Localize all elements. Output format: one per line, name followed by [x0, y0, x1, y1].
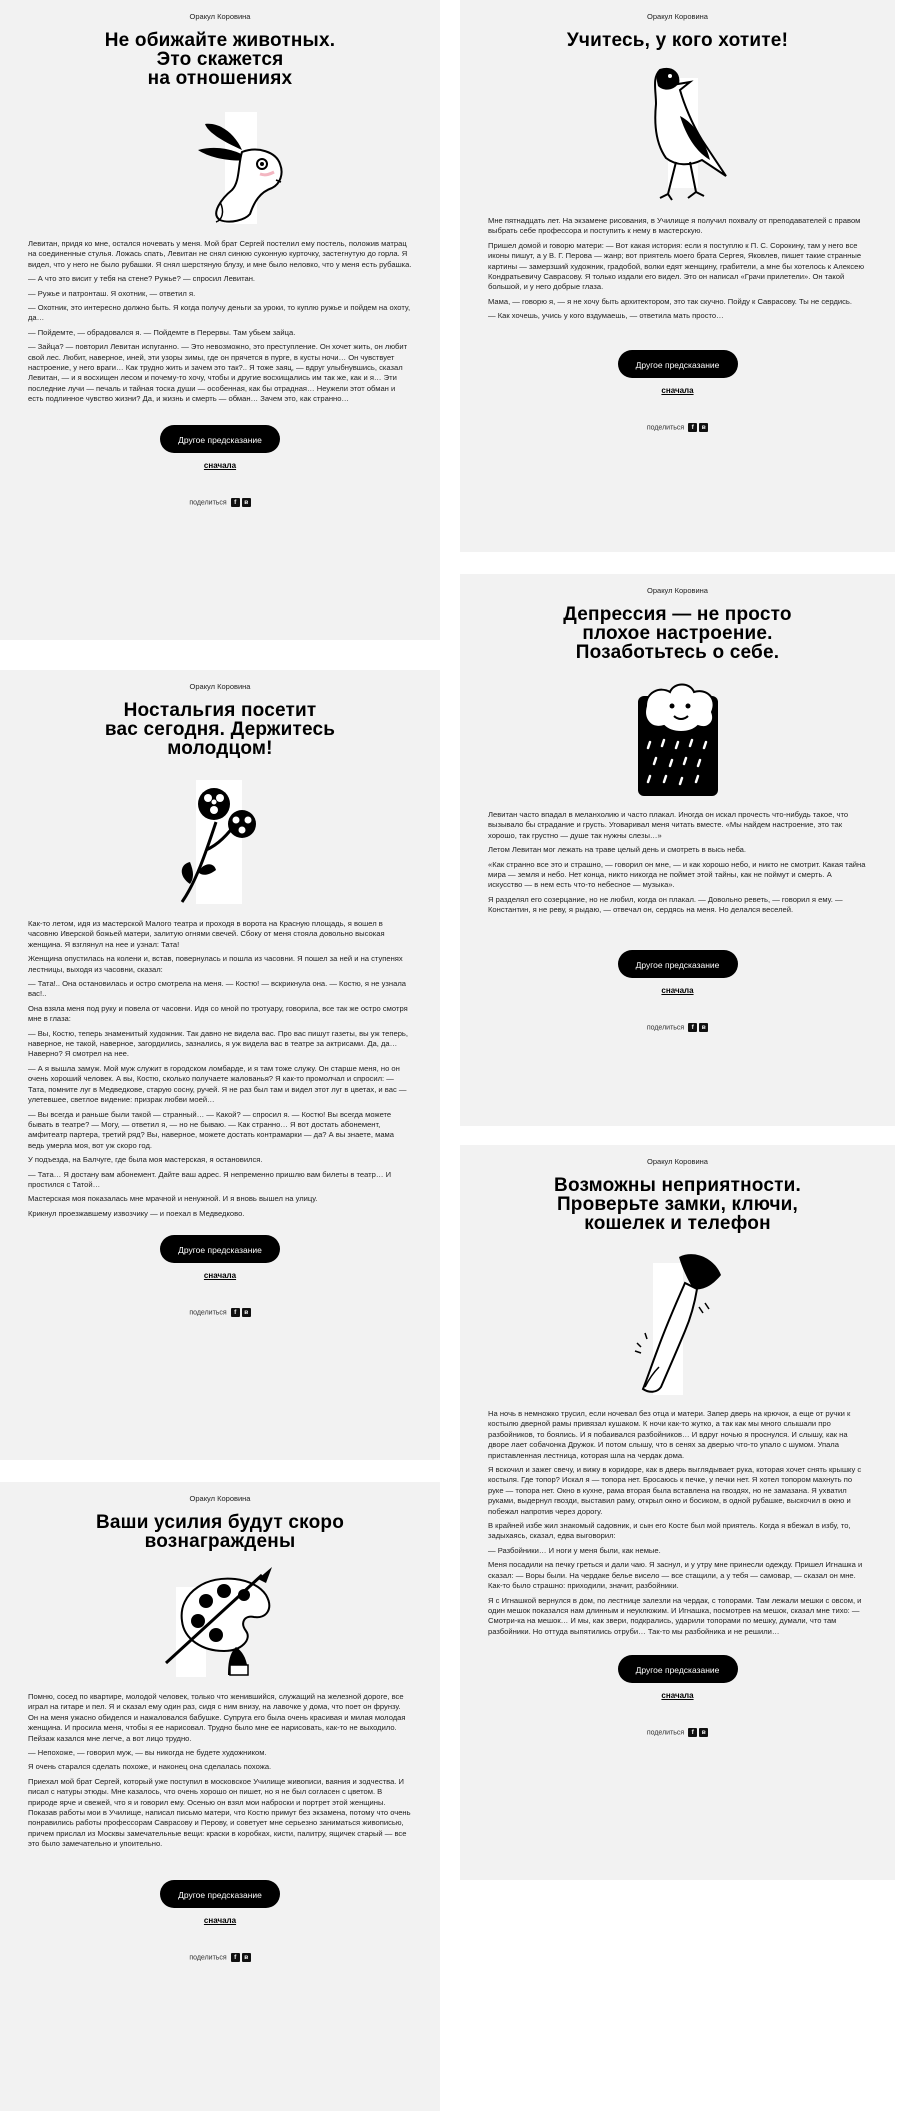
paragraph: Мастерская моя показалась мне мрачной и ненужной. И я вновь вышел на улицу.: [28, 1194, 318, 1204]
paragraph: Приехал мой брат Сергей, который уже поступил в московское Училище живописи, ваяния и зодчества. И писал с натуры этюды. Мне казалось, что очень хорошо он пишет, но я не был согласен с цветом. В природе ярче и свежей, что я и говорил ему. Осенью он взял мои наброски и портрет этой женщины. Показав работы мои в Училище, написал письмо матери, что Костю примут без экзамена, потому что очень понравились работы профессорам Саврасову и Перову, и советует мне серьезно заниматься живописью, причем прислал из Москвы замечательные вещи: краски в коробках, кисти, палитру, ящичек старый — все это было замечательно и упоительно.: [28, 1776, 411, 1849]
vk-icon[interactable]: в: [242, 1308, 251, 1317]
restart-link[interactable]: сначала: [203, 460, 237, 470]
another-prediction-button[interactable]: Другое предсказание: [160, 1235, 280, 1263]
share-bar: [28, 1953, 412, 1962]
prediction-title: Ваши усилия будут скоро вознаграждены: [95, 1512, 345, 1552]
prediction-card-4: [0, 670, 440, 1460]
brand-name: Оракул Коровина: [189, 1494, 251, 1503]
brand-name: Оракул Коровина: [189, 682, 251, 691]
vk-icon[interactable]: в: [242, 1953, 251, 1962]
restart-link[interactable]: сначала: [661, 1691, 694, 1701]
facebook-icon[interactable]: f: [231, 1953, 240, 1962]
share-label: поделиться: [646, 1024, 685, 1031]
prediction-card-3: [460, 574, 895, 1126]
facebook-icon[interactable]: f: [231, 1308, 240, 1317]
paragraph: Мне пятнадцать лет. На экзамене рисования, в Училище я получил похвалу от преподавателей с правом выбрать себе профессора и поступить к нему в мастерскую.: [488, 216, 861, 236]
paragraph: Женщина опустилась на колени и, встав, повернулась и пошла из часовни. Я пошел за ней и на ступенях лестницы, выходя из часовни, сказал:: [28, 954, 403, 974]
facebook-icon[interactable]: f: [688, 423, 697, 432]
paragraph: — Как хочешь, учись у кого вздумаешь, — ответила мать просто…: [488, 311, 724, 321]
share-label: поделиться: [189, 1309, 227, 1317]
hare-icon: [150, 102, 290, 227]
palette-icon: [158, 1565, 283, 1680]
paragraph: — Тата… Я достану вам абонемент. Дайте ваш адрес. Я непременно пришлю вам билеты в театр… И простился с Татой…: [28, 1169, 392, 1189]
prediction-card-1: [0, 0, 440, 640]
prediction-title: Не обижайте животных. Это скажется на отношениях: [104, 30, 336, 89]
paragraph: На ночь в немножко трусил, если ночевал без отца и матери. Запер дверь на крючок, а еще от ручки к костылю дверной рамы привязал кушаком. К ночи как-то жутко, а так как мы много слышали про разбойников, то боялись. И я побаивался разбойников… И вдруг ночью я проснулся. И слышу, как на дворе лает собачонка Дружок. И потом слышу, что в сенях за дверью что-то упало с шумом. Упала приставленная лестница, которая шла на чердак дома.: [488, 1409, 851, 1460]
vk-icon[interactable]: в: [242, 498, 251, 507]
share-bar: [28, 1308, 412, 1317]
another-prediction-button[interactable]: Другое предсказание: [618, 950, 738, 978]
flowers-illustration: [28, 772, 412, 907]
another-prediction-button[interactable]: Другое предсказание: [160, 425, 280, 453]
prediction-text: [28, 239, 412, 405]
share-bar: [488, 1728, 867, 1737]
magpie-illustration: [488, 64, 867, 204]
prediction-title: Ностальгия посетит вас сегодня. Держитесь молодцом!: [104, 700, 336, 759]
restart-link[interactable]: сначала: [661, 985, 694, 995]
axe-icon: [623, 1247, 733, 1397]
paragraph: Пришел домой и говорю матери: — Вот какая история: если я поступлю к П. С. Сорокину, там у него все иконы пишут, а у В. Г. Перова — жанр; вот приятель моего брата Сергея, Яковлев, пишет такие странные картины — замерзший художник, градобой, волки едят женщину, грабители, а мне бы хотелось к Алексею Кондратьевичу Саврасову. Я только издали его видел. Это он написал «Грачи прилетели». Он такой большой, и у него добрые глаза.: [488, 240, 865, 292]
prediction-card-5: [460, 1145, 895, 1880]
axe-illustration: [488, 1247, 867, 1397]
paragraph: В крайней избе жил знакомый садовник, и сын его Косте был мой приятель. Когда я вбежал в избу, то, задыхаясь, сказал, едва выговорил:: [488, 1521, 851, 1541]
restart-link[interactable]: сначала: [203, 1915, 237, 1925]
facebook-icon[interactable]: f: [688, 1728, 697, 1737]
prediction-card-6: [0, 1482, 440, 2111]
paragraph: — Ружье и патронташ. Я охотник, — ответил я.: [28, 288, 196, 298]
rain-cloud-icon: [628, 676, 728, 798]
paragraph: — Непохоже, — говорил муж, — вы никогда не будете художником.: [28, 1748, 267, 1758]
facebook-icon[interactable]: f: [231, 498, 240, 507]
another-prediction-button[interactable]: Другое предсказание: [618, 1655, 738, 1683]
share-bar: [28, 498, 412, 507]
prediction-text: [488, 1409, 867, 1637]
paragraph: — Вы, Костю, теперь знаменитый художник. Так давно не видела вас. Про вас пишут газеты, вы уж теперь, наверное, не такой, наверное, загордились, зазнались, я уж видела вас в театре за актрисами. Да, да… Наверно? Я смотрел на нее.: [28, 1028, 408, 1059]
paragraph: Я с Игнашкой вернулся в дом, по лестнице залезли на чердак, с топорами. Там лежали мешки с овсом, и один мешок показался нам длинным и неуклюжим. И Игнашка, посмотрев на мешок, сказал мне тихо: — Смотри-ка на мешок… И мы, как звери, подкрались, ударили топорами по мешку, думали, что там разбойники. Но оттуда выпятились отруби… Так-то мы разбойника и не решили…: [488, 1595, 862, 1636]
share-label: поделиться: [646, 424, 685, 431]
vk-icon[interactable]: в: [699, 1023, 708, 1032]
paragraph: Как-то летом, идя из мастерской Малого театра и проходя в ворота на Красную площадь, я вошел в часовню Иверской божьей матери, залитую огнями свечей. Сбоку от меня стояла довольно высокая женщина. Я взглянул на нее и узнал: Тата!: [28, 919, 385, 949]
share-label: поделиться: [189, 1954, 227, 1962]
hare-illustration: [28, 102, 412, 227]
paragraph: — Охотник, это интересно должно быть. Я когда получу деньги за уроки, то куплю ружье и пойдем на охоту, да…: [28, 303, 411, 323]
share-bar: [488, 1023, 867, 1032]
vk-icon[interactable]: в: [699, 423, 708, 432]
paragraph: У подъезда, на Балчуге, где была моя мастерская, я остановился.: [28, 1155, 263, 1165]
prediction-card-2: [460, 0, 895, 552]
paragraph: — Зайца? — повторил Левитан испуганно. — Это невозможно, это преступление. Он хочет жить, он любит свой лес. Любит, наверное, иней, эти узоры зимы, где он прячется в пурге, в кусты ночи… Он чувствует настроение, у него враги… Как трудно жить и зачем это так?.. Я тоже заяц, — вдруг улыбнувшись, сказал Левитан, — и я восхищен лесом и почему-то хочу, чтобы и другие восхищались им так же, как и я… Эти последние лучи — печаль и тайная тоска души — особенная, как бы отрадная… Неужели этот обман и есть подлинное чувство жизни? Да, и жизнь и смерть — обман… Зачем это, как странно…: [28, 342, 408, 404]
paragraph: Она взяла меня под руку и повела от часовни. Идя со мной по тротуару, говорила, все так же остро смотря мне в глаза:: [28, 1003, 408, 1024]
paragraph: Мама, — говорю я, — я не хочу быть архитектором, это так скучно. Пойду к Саврасову. Ты не сердись.: [488, 296, 852, 306]
prediction-text: [28, 1692, 412, 1850]
brand-name: Оракул Коровина: [647, 12, 708, 21]
share-label: поделиться: [646, 1729, 685, 1737]
paragraph: Меня посадили на печку греться и дали чаю. Я заснул, и у утру мне принесли одежду. Пришел Игнашка и сказал: — Воры были. На чердаке белье висело — все стащили, а у тебя — самовар, — сказал он мне. Как-то было страшно: приходили, значит, разбойники.: [488, 1560, 863, 1591]
prediction-text: [28, 919, 412, 1219]
brand-name: Оракул Коровина: [647, 586, 708, 595]
restart-link[interactable]: сначала: [203, 1271, 237, 1281]
paragraph: Я вскочил и зажег свечу, и вижу в коридоре, как в дверь выглядывает рука, которая хочет снять крышку с костыля. Где топор? Искал я — топора нет. Бросаюсь к печке, у печки нет. Я хотел топором махнуть по руке — топора нет. Окно в кухне, рама вторая была вставлена на гвоздях, но не замазана. Я ухватил руками, выдернул гвозди, выставил раму, открыл окно и босиком, в одной рубашке, выскочил в окно и побежал напротив через дорогу.: [488, 1465, 862, 1516]
paragraph: Левитан, придя ко мне, остался ночевать у меня. Мой брат Сергей постелил ему постель, положив матрац на соединенные стулья. Ложась спать, Левитан не снял синюю суконную курточку, застегнутую до горла. Я видел, что у него не было рубашки. Я снял шерстяную блузу, и мне было неловко, что у меня есть рубашка.: [28, 239, 412, 269]
brand-name: Оракул Коровина: [189, 12, 251, 21]
paragraph: Я разделял его созерцание, но не любил, когда он плакал. — Довольно реветь, — говорил я ему. — Константин, я не реву, я рыдаю, — отвечал он, сердясь на меня. Но делался веселей.: [488, 894, 843, 915]
paragraph: Летом Левитан мог лежать на траве целый день и смотреть в высь неба.: [488, 845, 746, 855]
flowers-icon: [170, 772, 270, 907]
another-prediction-button[interactable]: Другое предсказание: [160, 1880, 280, 1908]
paragraph: — А я вышла замуж. Мой муж служит в городском ломбарде, и я там тоже служу. Он старше меня, но он очень хороший человек. А вы, Костю, сколько получаете жалованья? Я как-то промолчал и спросил: — Тата, помните луг в Медведкове, старую сосну, ручей. Я не раз был там и видел этот луг в цветах, и вас — улетевшее, светлое видение: призрак любви моей…: [28, 1063, 407, 1105]
another-prediction-button[interactable]: Другое предсказание: [618, 350, 738, 378]
vk-icon[interactable]: в: [699, 1728, 708, 1737]
paragraph: — А что это висит у тебя на стене? Ружье? — спросил Левитан.: [28, 274, 256, 284]
prediction-text: [488, 216, 867, 322]
prediction-text: [488, 810, 867, 916]
restart-link[interactable]: сначала: [661, 385, 694, 395]
paragraph: — Разбойники… И ноги у меня были, как немые.: [488, 1545, 661, 1555]
paragraph: Я очень старался сделать похоже, и наконец она сделалась похожа.: [28, 1762, 272, 1772]
paragraph: Крикнул проезжавшему извозчику — и поехал в Медведково.: [28, 1208, 245, 1218]
rain-cloud-illustration: [488, 676, 867, 798]
paragraph: — Тата!.. Она остановилась и остро смотрела на меня. — Костю! — вскрикнула она. — Костю, я не узнала вас!..: [28, 979, 406, 999]
share-label: поделиться: [189, 499, 227, 507]
palette-illustration: [28, 1565, 412, 1680]
prediction-title: Учитесь, у кого хотите!: [566, 30, 789, 51]
prediction-title: Депрессия — не просто плохое настроение. Позаботьтесь о себе.: [563, 604, 792, 663]
paragraph: Помню, сосед по квартире, молодой человек, только что женившийся, служащий на железной дороге, все играл на гитаре и пел. Я и сказал ему один раз, сидя с ним внизу, на лавочке у дома, что поет он фрунзу. Он на меня ужасно обиделся и нажаловался бабушке. Супруга его была очень красивая и милая молодая женщина. И просила меня, чтобы я ее нарисовал. Трудно было мне ее нарисовать, как-то не выходило. Пейзаж казался мне легче, а вот лицо трудно.: [28, 1692, 406, 1743]
share-bar: [488, 423, 867, 432]
paragraph: Левитан часто впадал в меланхолию и часто плакал. Иногда он искал прочесть что-нибудь такое, что вызывало бы страдание и грусть. Уговаривал меня читать вместе. «Мы найдем настроение, это так хорошо, так грустно — душе так нужны слезы…»: [488, 810, 849, 840]
paragraph: — Пойдемте, — обрадовался я. — Пойдемте в Перервы. Там убьем зайца.: [28, 327, 296, 337]
magpie-icon: [618, 64, 738, 204]
prediction-title: Возможны неприятности. Проверьте замки, ключи, кошелек и телефон: [554, 1175, 801, 1234]
facebook-icon[interactable]: f: [688, 1023, 697, 1032]
paragraph: — Вы всегда и раньше были такой — странный… — Какой? — спросил я. — Костю! Вы всегда можете бывать в театре? — Могу, — ответил я, — но не бываю. — Как странно… Я вот достать абонемент, амфитеатр партера, третий ряд? Вы, наверное, можете достать контрамарки — да? А вы знаете, мама ведь умерла моя, вот уж скоро год.: [28, 1109, 394, 1150]
brand-name: Оракул Коровина: [647, 1157, 708, 1166]
paragraph: «Как странно все это и страшно, — говорил он мне, — и как хорошо небо, и никто не смотрит. Какая тайна мира — земля и небо. Нет конца, никто никогда не поймет этой тайны, как не поймут и смерть. А искусство — в нем есть что-то небесное — музыка».: [488, 859, 866, 890]
